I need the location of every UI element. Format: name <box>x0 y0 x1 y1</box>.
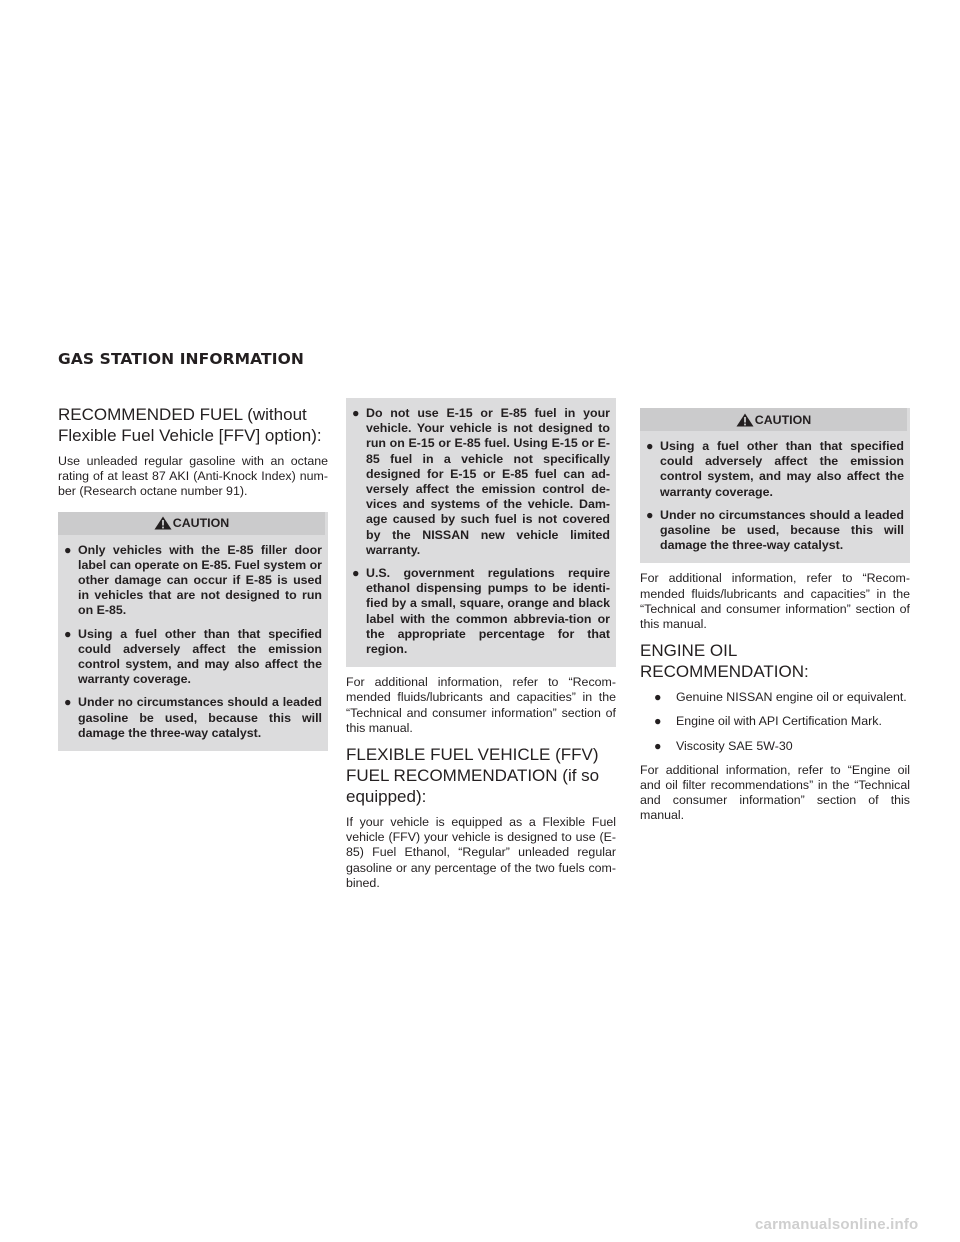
caution-header <box>640 408 907 431</box>
bullet-icon: ● <box>352 566 360 581</box>
bullet-icon: ● <box>352 406 360 420</box>
caution-item: ● Using a fuel other than that specified could adversely affect the emission control system, and may also affect the warranty coverage. <box>64 626 322 687</box>
column-3 <box>640 398 910 832</box>
bullet-icon: ● <box>64 542 72 557</box>
oil-item: ● Genuine NISSAN engine oil or equivalent. <box>654 690 907 705</box>
engine-oil-heading: ENGINE OIL RECOMMENDATION: <box>640 641 809 682</box>
caution-item: ● Under no circumstances should a leaded gasoline be used, because this will damage the three-way catalyst. <box>646 507 904 553</box>
additional-info-text: For additional information, refer to “Recom-mended fluids/lubricants and capacities” in the “Technical and consumer information” section of this manual. <box>640 571 910 632</box>
caution-box-2 <box>640 408 910 563</box>
caution-item: ● Only vehicles with the E-85 filler door label can operate on E-85. Fuel system or other damage can occur if E-85 is used in vehicles that are not designed to run on E-85. <box>64 542 322 618</box>
caution-header <box>58 512 325 535</box>
warning-icon <box>736 413 754 427</box>
bullet-icon: ● <box>654 714 662 729</box>
oil-item: ● Engine oil with API Certification Mark. <box>654 714 882 729</box>
caution-box-continued <box>346 398 616 667</box>
column-1 <box>58 398 328 759</box>
caution-label: CAUTION <box>754 412 812 427</box>
oil-item: ● Viscosity SAE 5W-30 <box>654 738 793 753</box>
bullet-icon: ● <box>646 439 654 453</box>
watermark: carmanualsonline.info <box>755 1216 919 1233</box>
bullet-icon: ● <box>654 738 662 753</box>
caution-item: ● Do not use E-15 or E-85 fuel in your vehicle. Your vehicle is not designed to run on E-15 or E-85 fuel. Using E-15 or E-85 fuel in a vehicle not specifically designed for E-15 or E-85 fuel can ad-versely affect the emission control de-vices and systems of the vehicle. Dam-age caused by such fuel is not covered by the NISSAN new vehicle limited warranty. <box>352 406 610 557</box>
recommended-fuel-heading: RECOMMENDED FUEL (without Flexible Fuel Vehicle [FFV] option): <box>58 405 322 445</box>
caution-box-1 <box>58 512 328 751</box>
column-2 <box>346 398 616 899</box>
caution-label: CAUTION <box>172 516 230 531</box>
caution-item: ● U.S. government regulations require ethanol dispensing pumps to be identi-fied by a small, square, orange and black label with the common abbrevia-tion or the appropriate percentage for that region. <box>352 566 610 657</box>
ffv-heading: FLEXIBLE FUEL VEHICLE (FFV) FUEL RECOMMENDATION (if so equipped): <box>346 745 600 807</box>
bullet-icon: ● <box>654 690 662 705</box>
section-title: GAS STATION INFORMATION <box>58 350 304 368</box>
bullet-icon: ● <box>64 626 72 641</box>
warning-icon <box>154 516 172 530</box>
bullet-icon: ● <box>646 507 654 522</box>
engine-oil-info-text: For additional information, refer to “Engine oil and oil filter recommendations” in the “Technical and consumer information” section of this manual. <box>640 762 910 823</box>
caution-item: ● Under no circumstances should a leaded gasoline be used, because this will damage the three-way catalyst. <box>64 695 322 740</box>
bullet-icon: ● <box>64 695 72 710</box>
caution-item: ● Using a fuel other than that specified could adversely affect the emission control system, and may also affect the warranty coverage. <box>646 439 904 499</box>
additional-info-text: For additional information, refer to “Recom-mended fluids/lubricants and capacities” in the “Technical and consumer information” section of this manual. <box>346 675 616 735</box>
ffv-text: If your vehicle is equipped as a Flexible Fuel vehicle (FFV) your vehicle is designed to use (E-85) Fuel Ethanol, “Regular” unleaded regular gasoline or any percentage of the two fuels com-bined. <box>346 815 616 890</box>
recommended-fuel-text: Use unleaded regular gasoline with an octane rating of at least 87 AKI (Anti-Knock Index) num-ber (Research octane number 91). <box>58 454 328 499</box>
